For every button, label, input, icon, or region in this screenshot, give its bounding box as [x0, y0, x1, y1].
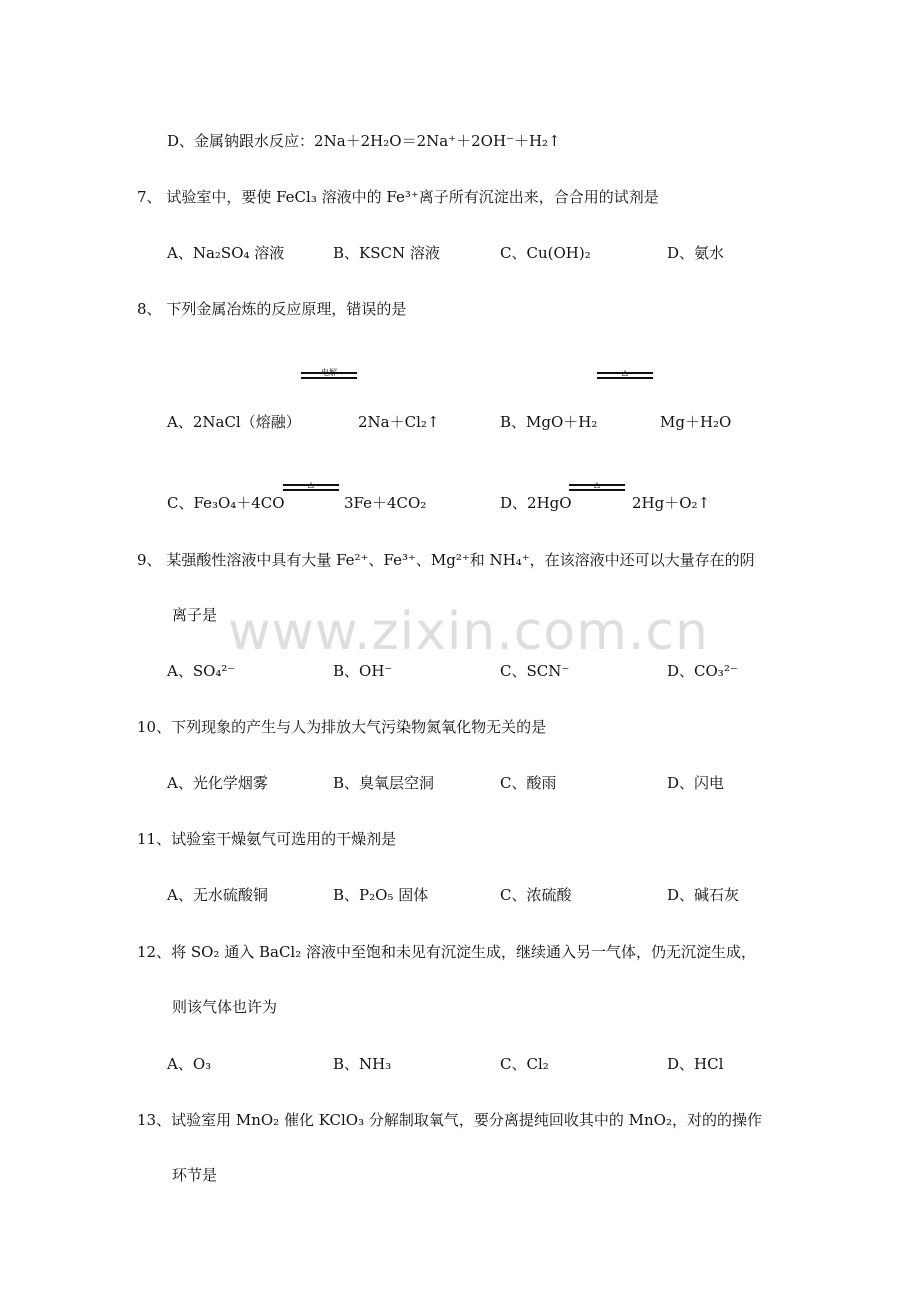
q11-option-b: B、P₂O₅ 固体	[333, 886, 429, 904]
question-text: 下列现象的产生与人为排放大气污染物氮氧化物无关的是	[171, 718, 547, 736]
q8-option-a-left: A、2NaCl（熔融）	[167, 413, 301, 431]
q8-a-condition	[301, 368, 357, 379]
condition-label: 电解	[321, 368, 337, 377]
q8-option-c-right: 3Fe＋4CO₂	[344, 494, 427, 512]
question-number: 10、	[137, 718, 172, 736]
question-text: 下列金属冶炼的反应原理，错误的是	[166, 300, 407, 318]
q8-option-a-right: 2Na＋Cl₂↑	[358, 413, 440, 431]
q9-option-c: C、SCN⁻	[500, 662, 570, 680]
q12-option-d: D、HCl	[667, 1055, 724, 1073]
condition-label: △	[307, 480, 315, 489]
q6-option-d-label: D、金属钠跟水反应：	[167, 132, 315, 150]
question-12	[137, 942, 756, 962]
q8-option-c-left: C、Fe₃O₄＋4CO	[167, 494, 285, 512]
q12-option-c: C、Cl₂	[500, 1055, 549, 1073]
question-number: 11、	[137, 830, 172, 848]
question-9	[137, 550, 755, 570]
question-9-continued: 离子是	[172, 606, 218, 624]
question-text: 将 SO₂ 通入 BaCl₂ 溶液中至饱和未见有沉淀生成，继续通入另一气体，仍无沉淀生成，	[171, 943, 757, 961]
q10-option-c: C、酸雨	[500, 774, 557, 792]
question-text: 某强酸性溶液中具有大量 Fe²⁺、Fe³⁺、Mg²⁺和 NH₄⁺，在该溶液中还可以大量存在的阴	[166, 551, 755, 569]
question-text: 试验室中，要使 FeCl₃ 溶液中的 Fe³⁺离子所有沉淀出来，合合用的试剂是	[166, 188, 659, 206]
q10-option-b: B、臭氧层空洞	[333, 774, 435, 792]
question-12-continued: 则该气体也许为	[172, 998, 278, 1016]
question-10	[137, 717, 546, 737]
question-number: 8、	[137, 300, 162, 318]
q11-option-d: D、碱石灰	[667, 886, 740, 904]
q9-option-b: B、OH⁻	[333, 662, 393, 680]
question-number: 9、	[137, 551, 162, 569]
question-text: 试验室用 MnO₂ 催化 KClO₃ 分解制取氧气，要分离提纯回收其中的 MnO₂，对的的操作	[171, 1111, 762, 1129]
q8-option-d-right: 2Hg＋O₂↑	[632, 494, 711, 512]
question-7	[137, 187, 659, 207]
q11-option-a: A、无水硫酸铜	[167, 886, 268, 904]
question-11	[137, 829, 396, 849]
q8-option-d-left: D、2HgO	[500, 494, 572, 512]
q9-option-d: D、CO₃²⁻	[667, 662, 738, 680]
question-number: 12、	[137, 943, 172, 961]
q8-c-condition	[283, 480, 339, 491]
q7-option-d: D、氨水	[667, 244, 725, 262]
q7-option-a: A、Na₂SO₄ 溶液	[167, 244, 285, 262]
q6-option-d	[167, 131, 561, 151]
watermark: www.zixin.com.cn	[228, 602, 709, 662]
q7-option-c: C、Cu(OH)₂	[500, 244, 591, 262]
q8-d-condition	[569, 480, 625, 491]
q12-option-b: B、NH₃	[333, 1055, 392, 1073]
q6-option-d-equation: 2Na＋2H₂O＝2Na⁺＋2OH⁻＋H₂↑	[314, 132, 561, 150]
q8-b-condition	[597, 368, 653, 379]
question-8	[137, 299, 406, 319]
question-number: 13、	[137, 1111, 172, 1129]
question-13	[137, 1110, 762, 1130]
question-13-continued: 环节是	[172, 1166, 218, 1184]
condition-label: △	[593, 480, 601, 489]
question-text: 试验室干燥氨气可选用的干燥剂是	[171, 830, 397, 848]
q8-option-b-left: B、MgO＋H₂	[500, 413, 598, 431]
q10-option-d: D、闪电	[667, 774, 725, 792]
q11-option-c: C、浓硫酸	[500, 886, 572, 904]
q9-option-a: A、SO₄²⁻	[167, 662, 236, 680]
question-number: 7、	[137, 188, 162, 206]
q7-option-b: B、KSCN 溶液	[333, 244, 440, 262]
condition-label: △	[621, 368, 629, 377]
q10-option-a: A、光化学烟雾	[167, 774, 268, 792]
q8-option-b-right: Mg＋H₂O	[660, 413, 732, 431]
q12-option-a: A、O₃	[167, 1055, 212, 1073]
